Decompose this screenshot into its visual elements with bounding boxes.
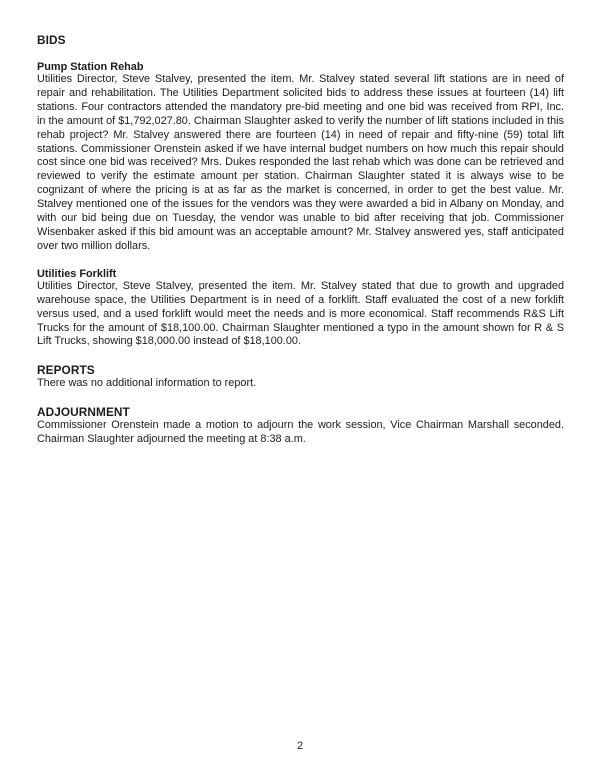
paragraph-pump-station-rehab: Utilities Director, Steve Stalvey, presented the item. Mr. Stalvey stated several lift stations are in need of repair and rehabilitation. The Utilities Department solicited bids to address these issues at fourteen (14) lift stations. Four contractors attended the mandatory pre-bid meeting and one bid was received from RPI, Inc. in the amount of $1,792,027.80. Chairman Slaughter asked to verify the number of lift stations included in this rehab project? Mr. Stalvey answered there are fourteen (14) in need of repair and fifty-nine (59) total lift stations. Commissioner Orenstein asked if we have internal budget numbers on how much this repair should cost since one bid was received? Mrs. Dukes responded the last rehab which was done can be retrieved and reviewed to verify the estimate amount per station. Chairman Slaughter stated it is always wise to be cognizant of where the pricing is at as far as the market is concerned, in order to get the best value. Mr. Stalvey mentioned one of the issues for the vendors was they were awarded a bid in Albany on Monday, and with our bid being due on Tuesday, the vendor was unable to bid after receiving that job. Commissioner Wisenbaker asked if this bid amount was an acceptable amount? Mr. Stalvey answered yes, staff anticipated over two million dollars. bbox=[37, 73, 564, 252]
paragraph-adjournment: Commissioner Orenstein made a motion to adjourn the work session, Vice Chairman Marshall seconded. Chairman Slaughter adjourned the meeting at 8:38 a.m. bbox=[37, 419, 564, 446]
subsection-heading-utilities-forklift: Utilities Forklift bbox=[37, 267, 117, 280]
page-number: 2 bbox=[296, 740, 304, 752]
section-heading-adjournment: ADJOURNMENT bbox=[37, 405, 130, 420]
paragraph-reports: There was no additional information to report. bbox=[37, 377, 257, 390]
paragraph-utilities-forklift: Utilities Director, Steve Stalvey, presented the item. Mr. Stalvey stated that due to growth and upgraded warehouse space, the Utilities Department is in need of a forklift. Staff evaluated the cost of a new forklift versus used, and a used forklift would meet the needs and is more economical. Staff recommends R&S Lift Trucks for the amount of $18,100.00. Chairman Slaughter mentioned a typo in the amount shown for R & S Lift Trucks, showing $18,000.00 instead of $18,100.00. bbox=[37, 279, 564, 348]
section-heading-bids: BIDS bbox=[37, 33, 66, 47]
subsection-heading-pump-station-rehab: Pump Station Rehab bbox=[37, 61, 144, 73]
section-heading-reports: REPORTS bbox=[37, 363, 95, 378]
